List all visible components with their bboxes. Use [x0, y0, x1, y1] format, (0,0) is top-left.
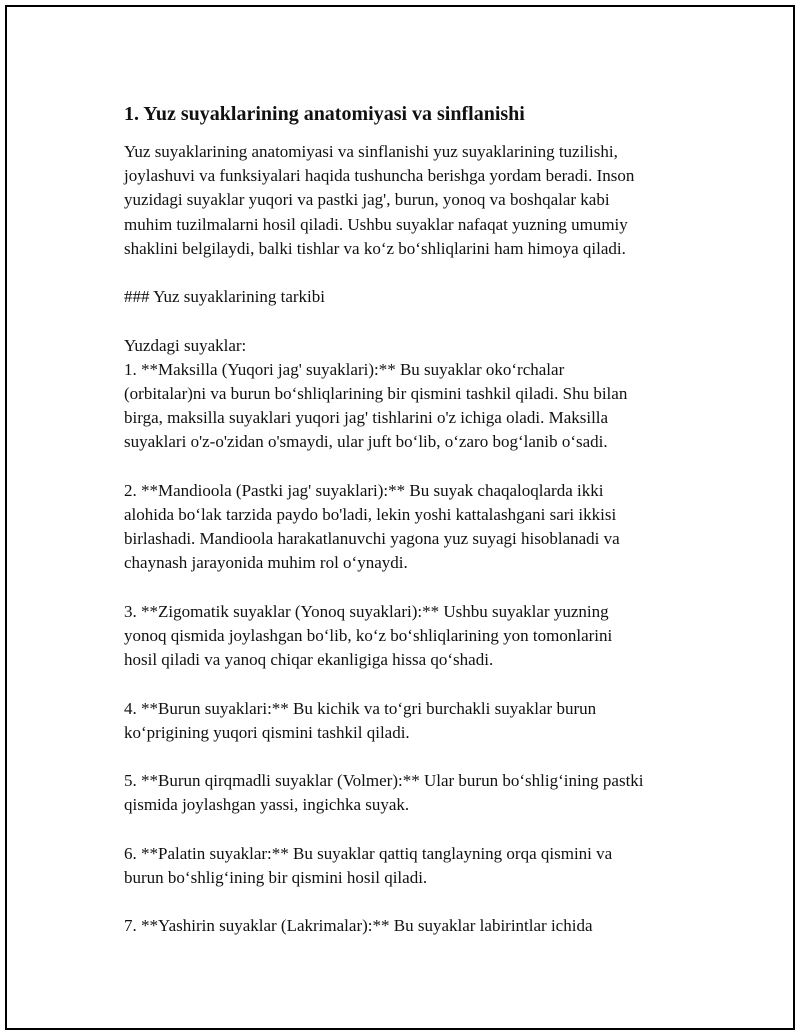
list-item-nasal: 4. **Burun suyaklari:** Bu kichik va toʻgri burchakli suyaklar burun koʻprigining yuqori qismini tashkil qiladi. — [124, 698, 597, 742]
list-item-vomer: 5. **Burun qirqmadli suyaklar (Volmer):** Ular burun boʻshligʻining pastki qismida joylashgan yassi, ingichka suyak. — [124, 771, 644, 815]
list-item-lacrimal: 7. **Yashirin suyaklar (Lakrimalar):** Bu suyaklar labirintlar ichida — [124, 916, 593, 936]
list-item-palatine: 6. **Palatin suyaklar:** Bu suyaklar qattiq tanglayning orqa qismini va burun boʻshligʻining bir qismini hosil qiladi. — [124, 843, 613, 887]
page-frame — [5, 5, 795, 1030]
document-title: 1. Yuz suyaklarining anatomiyasi va sinflanishi — [124, 103, 525, 125]
intro-paragraph: Yuz suyaklarining anatomiyasi va sinflanishi yuz suyaklarining tuzilishi, joylashuvi va funksiyalari haqida tushuncha berishga yordam beradi. Inson yuzidagi suyaklar yuqori va pastki jag', burun, yonoq va boshqalar kabi muhim tuzilmalarni hosil qiladi. Ushbu suyaklar nafaqat yuzning umumiy shaklini belgilaydi, balki tishlar va koʻz boʻshliqlarini ham himoya qiladi. — [124, 142, 635, 258]
document-body — [124, 101, 724, 963]
list-item-zygomatic: 3. **Zigomatik suyaklar (Yonoq suyaklari):** Ushbu suyaklar yuzning yonoq qismida joylashgan boʻlib, koʻz boʻshliqlarining yon tomonlarini hosil qiladi va yanoq chiqar ekanligiga hissa qoʻshadi. — [124, 601, 613, 670]
list-item-maxilla: Yuzdagi suyaklar: 1. **Maksilla (Yuqori jag' suyaklari):** Bu suyaklar okoʻrchalar (orbitalar)ni va burun boʻshliqlarining bir qismini tashkil qiladi. Shu bilan birga, maksilla suyaklari yuqori jag' tishlarini o'z ichiga oladi. Maksilla suyaklari o'z-o'zidan o'smaydi, ular juft boʻlib, oʻzaro bogʻlanib oʻsadi. — [124, 335, 628, 452]
list-item-mandible: 2. **Mandioola (Pastki jag' suyaklari):** Bu suyak chaqaloqlarda ikki alohida boʻlak tarzida paydo bo'ladi, lekin yoshi kattalashgani sari ikkisi birlashadi. Mandioola harakatlanuvchi yagona yuz suyagi hisoblanadi va chaynash jarayonida muhim rol oʻynaydi. — [124, 480, 620, 573]
section-heading-composition: ### Yuz suyaklarining tarkibi — [124, 287, 325, 307]
